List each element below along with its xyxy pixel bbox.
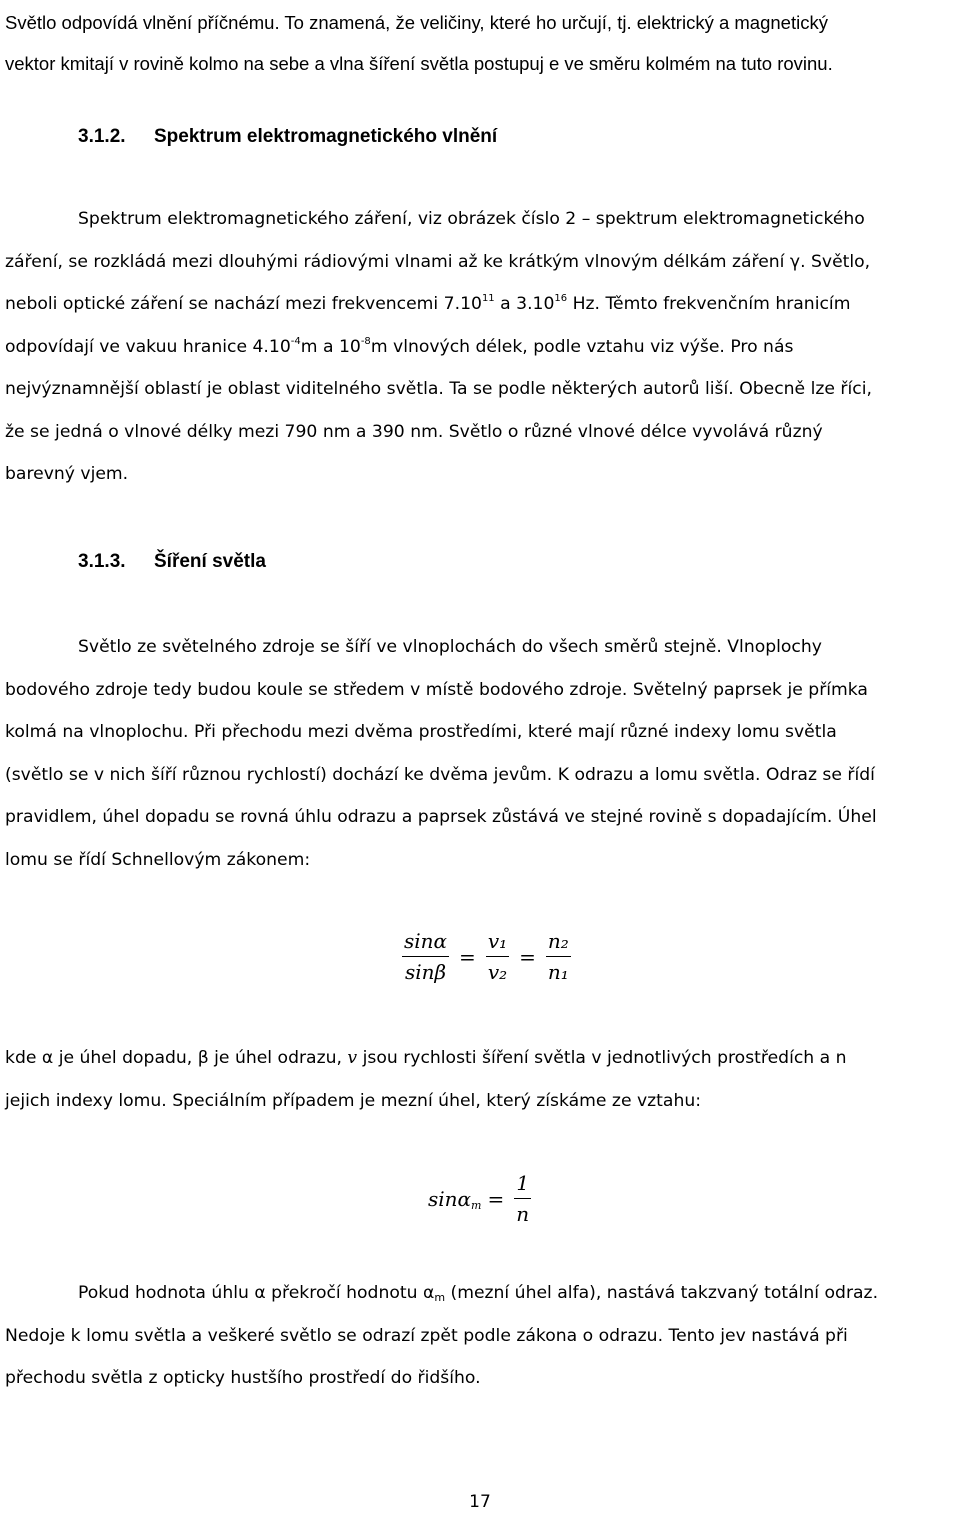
- fraction: [486, 926, 509, 987]
- numerator: n₂: [546, 926, 571, 957]
- fraction: [514, 1168, 531, 1229]
- text-run: Hz. Těmto frekvenčním hranicím: [567, 294, 851, 314]
- paragraph-line: [5, 283, 953, 326]
- intro-line-1: Světlo odpovídá vlnění příčnému. To znamená, že veličiny, které ho určují, tj. elektrický a magnetický: [5, 12, 828, 33]
- page-number: 17: [469, 1492, 491, 1512]
- text-run: a 3.10: [494, 294, 555, 314]
- denominator: sinβ: [404, 960, 447, 984]
- paragraph-line: kolmá na vlnoplochu. Při přechodu mezi dvěma prostředími, které mají různé indexy lomu světla: [5, 722, 837, 742]
- superscript: 11: [481, 293, 495, 304]
- numerator: v₁: [486, 926, 509, 957]
- after-snell-paragraph: [5, 1037, 953, 1122]
- equals-sign: =: [459, 944, 476, 969]
- text-run: m a 10: [300, 336, 361, 357]
- paragraph-line: pravidlem, úhel dopadu se rovná úhlu odrazu a paprsek zůstává ve stejné rovině s dopadajícím. Úhel: [5, 807, 877, 827]
- denominator: n₁: [547, 960, 569, 984]
- propagation-paragraph: [5, 626, 953, 881]
- intro-line-2: vektor kmitají v rovině kolmo na sebe a vlna šíření světla postupuj e ve směru kolmém na tuto rovinu.: [5, 53, 833, 74]
- spectrum-paragraph: [5, 198, 953, 496]
- fraction: [546, 926, 571, 987]
- text-run: neboli optické záření se nachází mezi frekvencemi 7.10: [5, 294, 482, 314]
- denominator: v₂: [487, 960, 508, 984]
- section-number: 3.1.2.: [78, 126, 126, 147]
- section-number: 3.1.3.: [78, 551, 126, 572]
- paragraph-line: bodového zdroje tedy budou koule se středem v místě bodového zdroje. Světelný paprsek je přímka: [5, 679, 868, 700]
- closing-paragraph: [5, 1272, 953, 1400]
- superscript: -4: [290, 335, 301, 347]
- lhs-text: sinα: [428, 1186, 472, 1211]
- paragraph-line: Nedoje k lomu světla a veškeré světlo se odrazí zpět podle zákona o odrazu. Tento jev nastává při: [5, 1325, 848, 1346]
- paragraph-line: nejvýznamnější oblastí je oblast viditelného světla. Ta se podle některých autorů liší. Obecně lze říci,: [5, 379, 872, 399]
- section-heading-propagation: [78, 551, 266, 573]
- text-run: Pokud hodnota úhlu α překročí hodnotu α: [78, 1283, 435, 1303]
- velocity-variable: v: [347, 1048, 358, 1068]
- paragraph-line: lomu se řídí Schnellovým zákonem:: [5, 849, 311, 870]
- text-run: odpovídají ve vakuu hranice 4.10: [5, 336, 291, 357]
- paragraph-line: že se jedná o vlnové délky mezi 790 nm a 390 nm. Světlo o různé vlnové délce vyvolává různý: [5, 421, 823, 442]
- intro-paragraph: [5, 2, 953, 84]
- fraction: [402, 926, 449, 987]
- paragraph-line: jejich indexy lomu. Speciálním případem je mezní úhel, který získáme ze vztahu:: [5, 1090, 702, 1111]
- numerator: 1: [514, 1168, 531, 1199]
- text-run: (mezní úhel alfa), nastává takzvaný totální odraz.: [445, 1283, 879, 1303]
- paragraph-line: Spektrum elektromagnetického záření, viz obrázek číslo 2 – spektrum elektromagnetického: [78, 209, 865, 229]
- paragraph-line: [5, 1272, 953, 1315]
- snell-law-formula: [398, 926, 575, 987]
- subscript: m: [434, 1291, 446, 1304]
- paragraph-line: [5, 326, 953, 369]
- paragraph-line: Světlo ze světelného zdroje se šíří ve vlnoplochách do všech směrů stejně. Vlnoplochy: [78, 637, 822, 657]
- text-run: m vlnových délek, podle vztahu viz výše. Pro nás: [370, 336, 794, 357]
- paragraph-line: barevný vjem.: [5, 464, 129, 484]
- equals-sign: =: [487, 1186, 505, 1211]
- section-heading-spectrum: [78, 126, 497, 148]
- section-title: Spektrum elektromagnetického vlnění: [154, 126, 498, 147]
- subscript: m: [471, 1198, 482, 1212]
- paragraph-line: (světlo se v nich šíří různou rychlostí) dochází ke dvěma jevům. K odrazu a lomu světla. Odraz se řídí: [5, 764, 875, 785]
- text-run: jsou rychlosti šíření světla v jednotlivých prostředích a n: [357, 1048, 847, 1068]
- numerator: sinα: [402, 926, 449, 957]
- lhs: [428, 1187, 481, 1211]
- superscript: -8: [360, 335, 371, 347]
- paragraph-line: přechodu světla z opticky hustšího prostředí do řidšího.: [5, 1368, 481, 1388]
- paragraph-line: záření, se rozkládá mezi dlouhými rádiovými vlnami až ke krátkým vlnovým délkám záření γ. Světlo,: [5, 251, 871, 272]
- superscript: 16: [554, 293, 568, 304]
- equals-sign: =: [519, 944, 536, 969]
- section-title: Šíření světla: [154, 551, 266, 572]
- paragraph-line: [5, 1037, 953, 1080]
- denominator: n: [516, 1202, 530, 1226]
- text-run: kde α je úhel dopadu, β je úhel odrazu,: [5, 1048, 348, 1068]
- critical-angle-formula: [428, 1168, 535, 1229]
